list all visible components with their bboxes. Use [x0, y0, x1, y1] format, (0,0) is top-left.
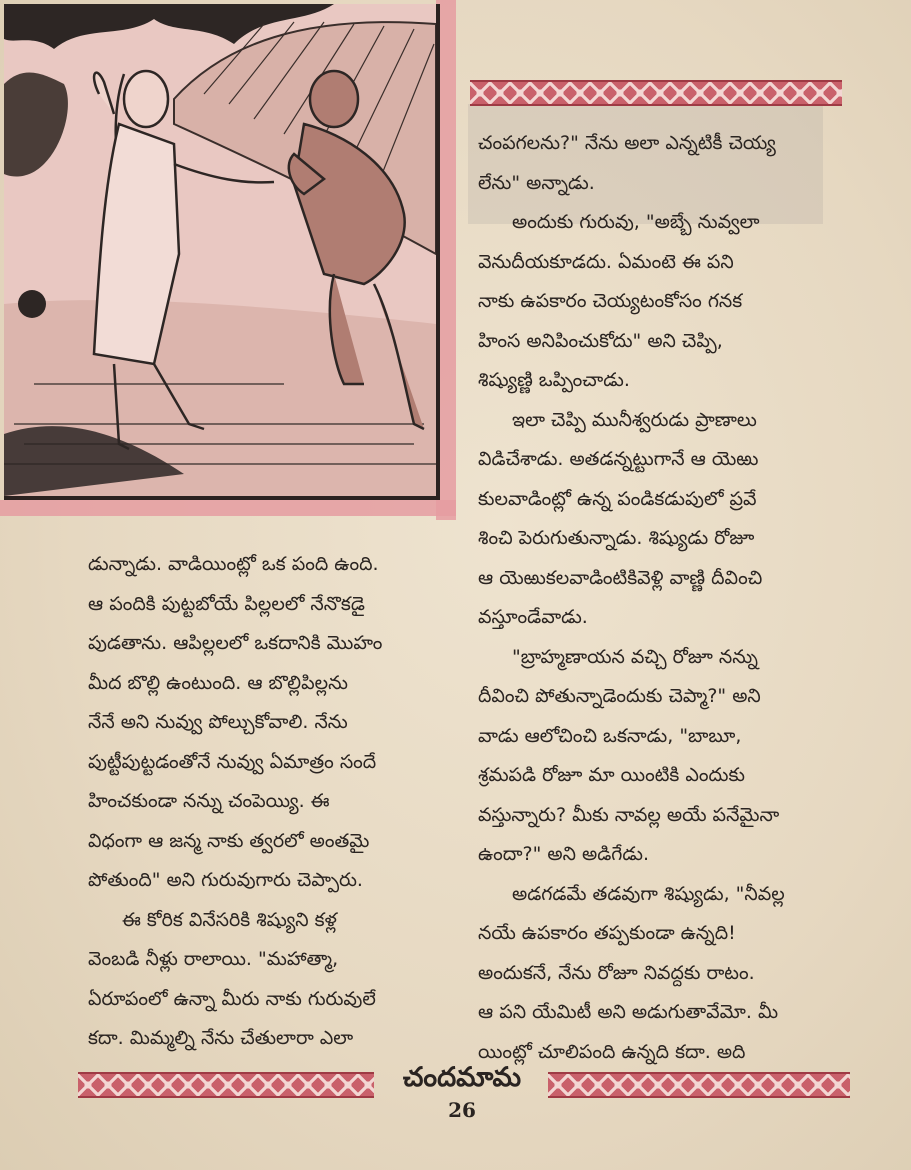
text-line: పుట్టీపుట్టడంతోనే నువ్వు ఏమాత్రం సందే	[88, 750, 377, 773]
page-number: 26	[448, 1098, 476, 1122]
text-line: ఆ పందికి పుట్టబోయే పిల్లలలో నేనొకడై	[88, 592, 365, 615]
text-line: ఇలా చెప్పి మునీశ్వరుడు ప్రాణాలు	[512, 408, 757, 431]
text-line: చంపగలను?" నేను అలా ఎన్నటికీ చెయ్య	[478, 132, 776, 154]
decorative-band-top	[470, 80, 842, 106]
text-line: వాడు ఆలోచించి ఒకనాడు, "బాబూ,	[478, 724, 742, 747]
text-line: "బ్రాహ్మణాయన వచ్చి రోజూ నన్ను	[512, 645, 758, 668]
story-illustration	[4, 4, 440, 500]
text-line: ఆ పని యేమిటీ అని అడుగుతావేమో. మీ	[478, 1001, 779, 1023]
left-text-column	[88, 545, 448, 1059]
text-line: విడిచేశాడు. అతడన్నట్టుగానే ఆ యెఱు	[478, 448, 759, 470]
text-line: పుడతాను. ఆపిల్లలలో ఒకదానికి మొహం	[88, 632, 383, 654]
text-line: శించి పెరుగుతున్నాడు. శిష్యుడు రోజూ	[478, 527, 755, 549]
text-line: ఆ యెఱుకలవాడింటికివెళ్లి వాణ్ణి దీవించి	[478, 566, 763, 589]
decorative-band-bottom-right	[548, 1072, 850, 1098]
text-line: అందుకు గురువు, "అబ్బే నువ్వలా	[512, 211, 760, 233]
text-line: వెనుదీయకూడదు. ఏమంటె ఈ పని	[478, 250, 734, 273]
text-line: వస్తున్నారు? మీకు నావల్ల అయే పనేమైనా	[478, 803, 780, 826]
right-text-column	[478, 124, 850, 1072]
text-line: దీవించి పోతున్నాడెందుకు చెప్మా?" అని	[478, 685, 761, 707]
magazine-name: చందమామ	[402, 1062, 522, 1093]
text-line: యింట్లో చూలిపంది ఉన్నది కదా. అది	[478, 1040, 746, 1063]
text-line: ఏరూపంలో ఉన్నా మీరు నాకు గురువులే	[88, 987, 376, 1010]
text-line: పోతుంది" అని గురువుగారు చెప్పారు.	[88, 869, 363, 891]
text-line: శిష్యుణ్ణి ఒప్పించాడు.	[478, 369, 630, 391]
text-line: విధంగా ఆ జన్మ నాకు త్వరలో అంతమై	[88, 829, 370, 852]
illustration-pink-border-horizontal	[0, 500, 456, 516]
text-line: డున్నాడు. వాడియింట్లో ఒక పంది ఉంది.	[88, 553, 379, 575]
text-line: కదా. మిమ్మల్ని నేను చేతులారా ఎలా	[88, 1027, 354, 1049]
storybook-illustration-icon	[4, 4, 436, 496]
text-line: వస్తూండేవాడు.	[478, 606, 588, 628]
text-line: వెంబడి నీళ్లు రాలాయి. "మహాత్మా,	[88, 948, 339, 970]
text-line: అందుకనే, నేను రోజూ నివద్దకు రాటం.	[478, 961, 755, 984]
text-line: హింస అనిపించుకోదు" అని చెప్పి,	[478, 329, 723, 352]
text-line: మీద బొల్లి ఉంటుంది. ఆ బొల్లిపిల్లను	[88, 671, 348, 694]
text-line: హించకుండా నన్ను చంపెయ్యి. ఈ	[88, 790, 330, 812]
text-line: ఈ కోరిక వినేసరికి శిష్యుని కళ్ల	[122, 908, 337, 931]
text-line: ఉందా?" అని అడిగేడు.	[478, 843, 650, 865]
text-line: శ్రమపడి రోజూ మా యింటికి ఎందుకు	[478, 764, 745, 786]
text-line: అడగడమే తడవుగా శిష్యుడు, "నీవల్ల	[512, 882, 785, 905]
text-line: నయే ఉపకారం తప్పకుండా ఉన్నది!	[478, 922, 736, 944]
decorative-band-bottom-left	[78, 1072, 374, 1098]
text-line: నాకు ఉపకారం చెయ్యటంకోసం గనక	[478, 290, 743, 312]
text-line: నేనే అని నువ్వు పోల్చుకోవాలి. నేను	[88, 711, 348, 733]
text-line: లేను" అన్నాడు.	[478, 171, 595, 194]
text-line: కులవాడింట్లో ఉన్న పండికడుపులో ప్రవే	[478, 487, 757, 510]
